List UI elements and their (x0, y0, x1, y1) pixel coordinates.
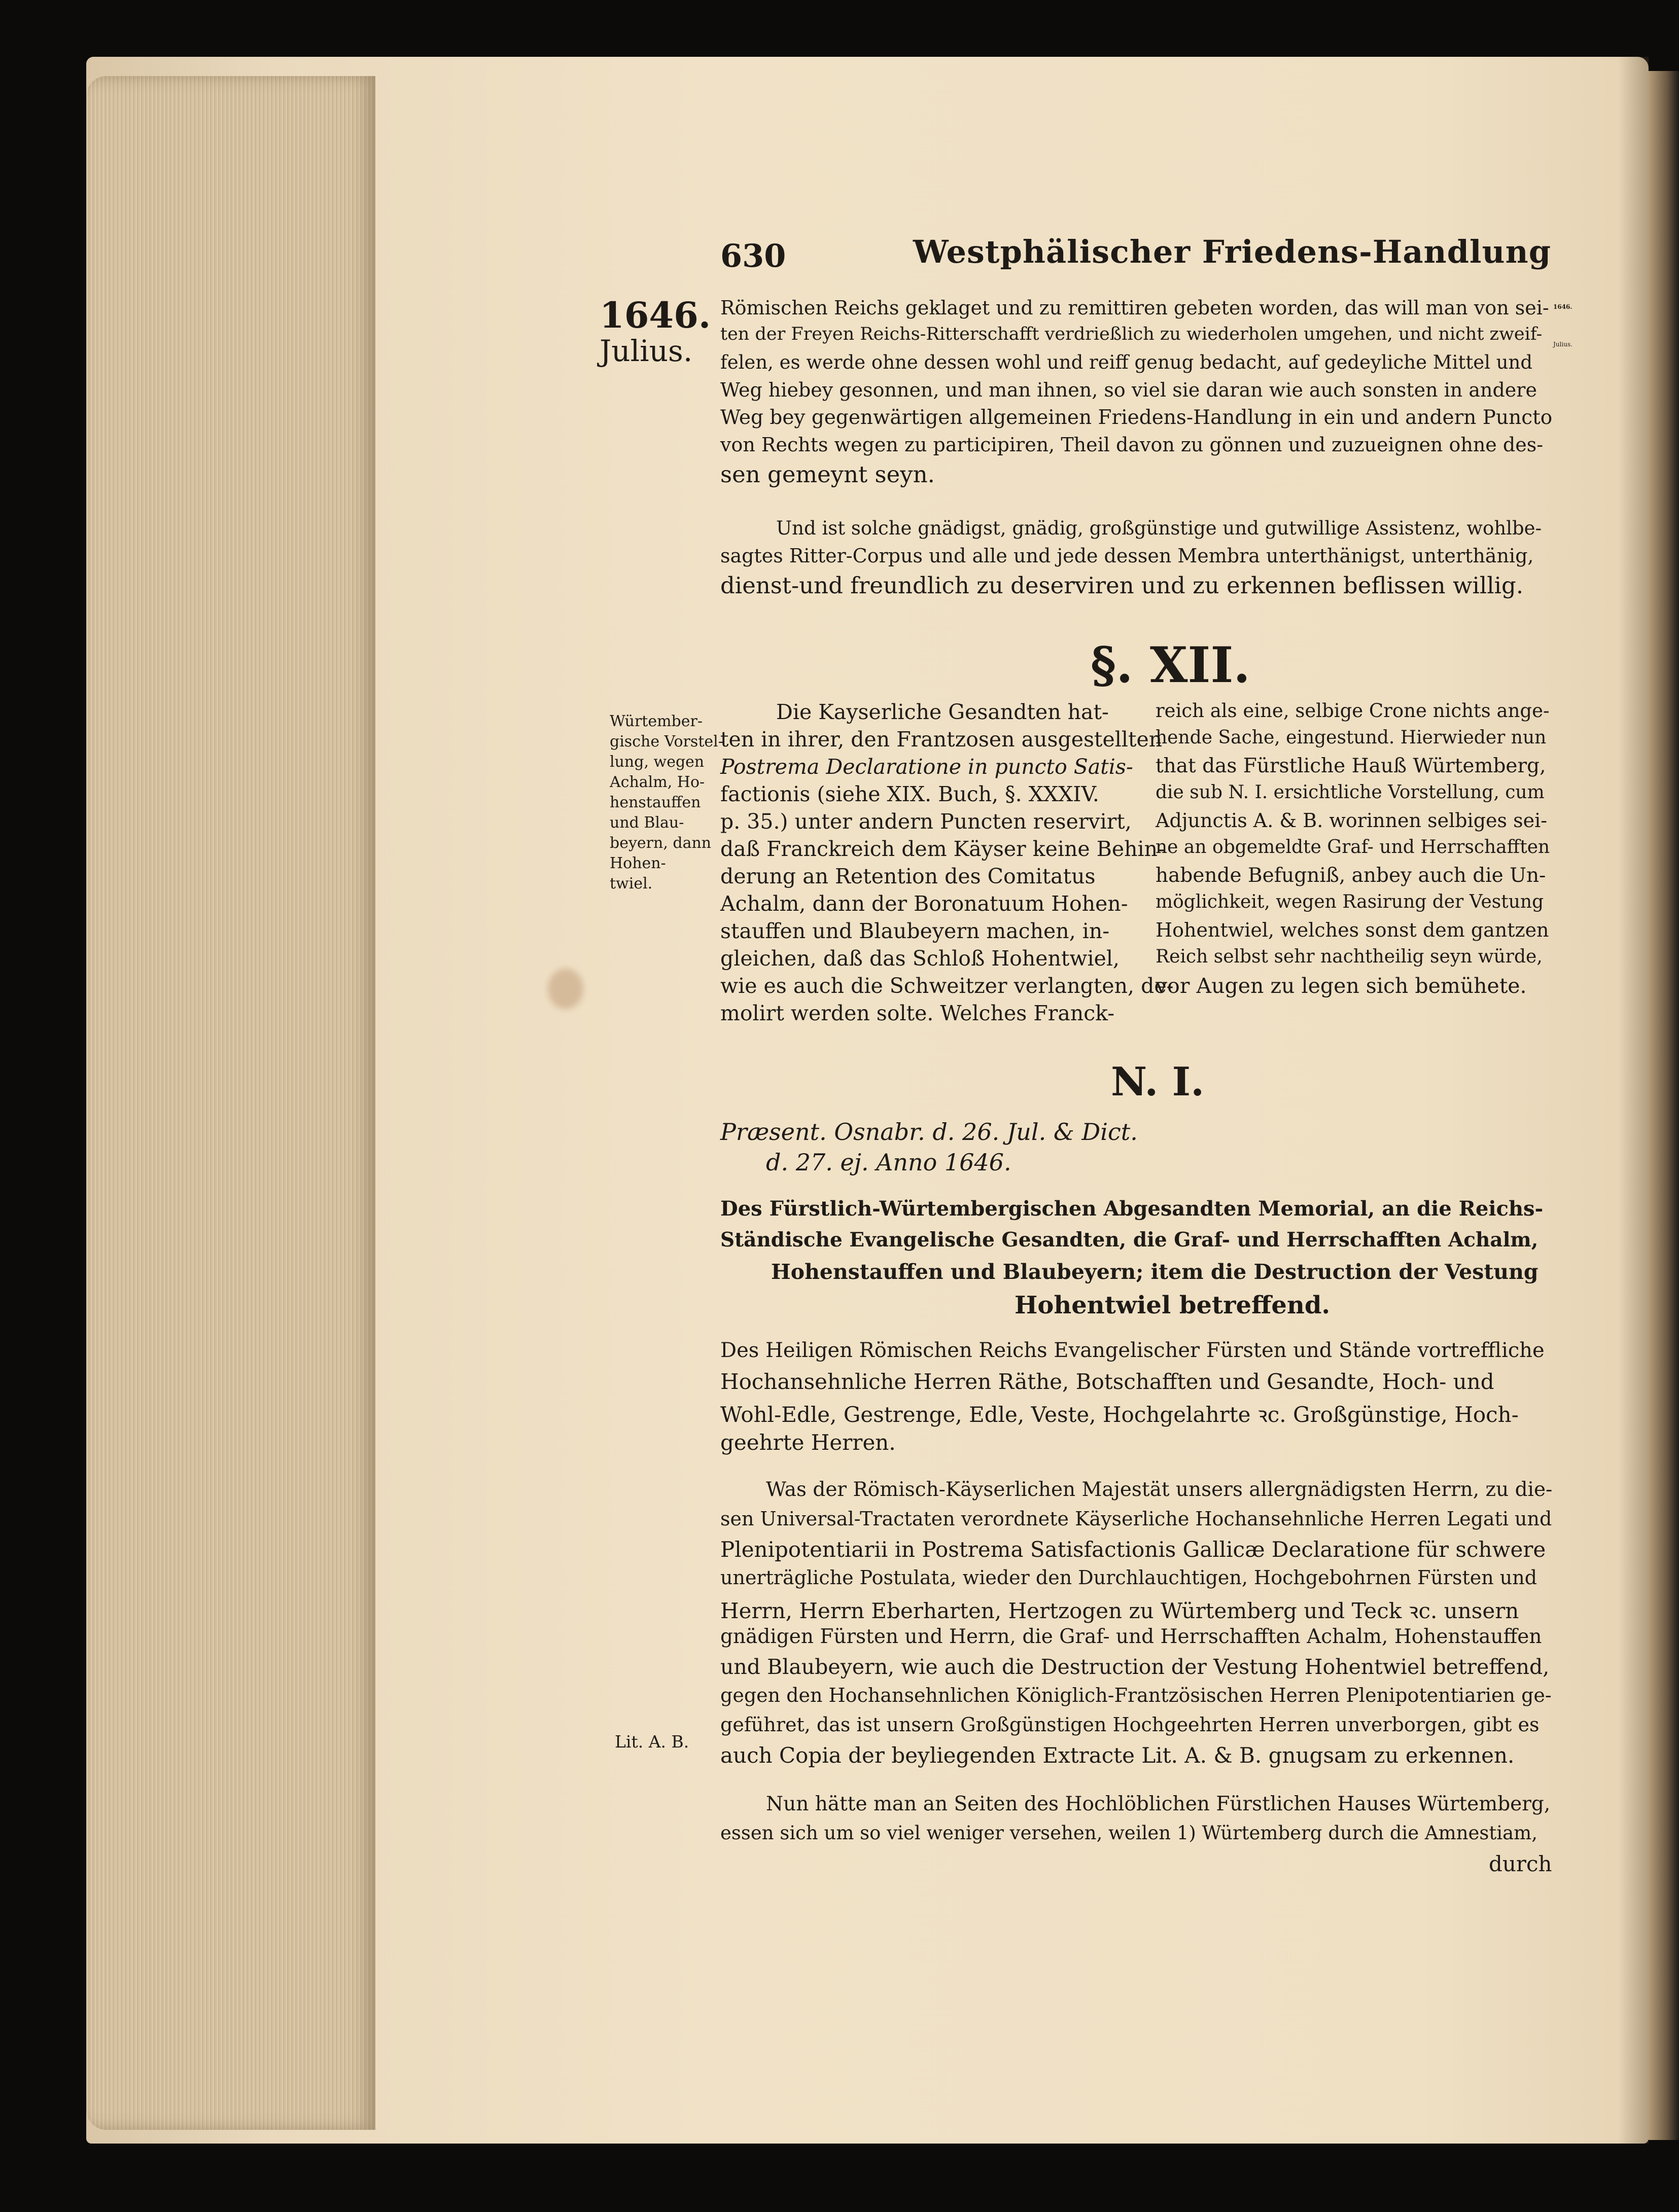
number-heading: N. I. (1111, 1059, 1205, 1105)
body1-line: Herrn, Herrn Eberharten, Hertzogen zu Würtemberg und Teck ꝛc. unsern (720, 1598, 1519, 1623)
binding-edge (1649, 71, 1679, 2140)
col-left-line: daß Franckreich dem Käyser keine Behin- (720, 837, 1165, 861)
col-right-line: habende Befugniß, anbey auch die Un- (1156, 864, 1546, 887)
sidenote-line: twiel. (610, 875, 653, 893)
salutation-line: Des Heiligen Römischen Reichs Evangelischer Fürsten und Stände vortreffliche (720, 1339, 1545, 1362)
dateline-line: d. 27. ej. Anno 1646. (766, 1149, 1011, 1176)
para1-line: Weg hiebey gesonnen, und man ihnen, so viel sie daran wie auch sonsten in andere (720, 379, 1537, 401)
margin-year-left: 1646. (600, 294, 711, 336)
para2-line: dienst-und freundlich zu deserviren und zu erkennen beflissen willig. (720, 572, 1524, 599)
sidenote-line: henstauffen (610, 794, 701, 811)
body1-line: unerträgliche Postulata, wieder den Durchlauchtigen, Hochgebohrnen Fürsten und (720, 1566, 1537, 1589)
doc-title-line: Hohenstauffen und Blaubeyern; item die Destruction der Vestung (771, 1260, 1538, 1284)
margin-year-right: 1646. (1553, 303, 1572, 310)
para1-line: Weg bey gegenwärtigen allgemeinen Friedens-Handlung in ein und andern Puncto (720, 406, 1553, 429)
col-right-line: Hohentwiel, welches sonst dem gantzen (1156, 919, 1549, 941)
sidenote-line: und Blau- (610, 814, 684, 832)
col-right-line: that das Fürstliche Hauß Würtemberg, (1156, 755, 1546, 777)
col-right-line: ne an obgemeldte Graf- und Herrschafften (1156, 837, 1550, 858)
para1-line: von Rechts wegen zu participiren, Theil davon zu gönnen und zuzueignen ohne des- (720, 434, 1544, 456)
sidenote-line: gische Vorstel- (610, 733, 723, 751)
para2-line: Und ist solche gnädigst, gnädig, großgünstige und gutwillige Assistenz, wohlbe- (776, 517, 1542, 539)
col-right-line: vor Augen zu legen sich bemühete. (1156, 974, 1527, 998)
para1-line: felen, es werde ohne dessen wohl und reiff genug bedacht, auf gedeyliche Mittel und (720, 351, 1533, 373)
para1-line: sen gemeynt seyn. (720, 461, 935, 488)
dateline-line: Præsent. Osnabr. d. 26. Jul. & Dict. (720, 1118, 1138, 1146)
col-right-line: reich als eine, selbige Crone nichts ange- (1156, 700, 1550, 722)
col-left-line: gleichen, daß das Schloß Hohentwiel, (720, 946, 1120, 971)
body1-line: gnädigen Fürsten und Herrn, die Graf- und Herrschafften Achalm, Hohenstauffen (720, 1625, 1542, 1648)
body1-line: und Blaubeyern, wie auch die Destruction der Vestung Hohentwiel betreffend, (720, 1655, 1550, 1679)
col-left-line: wie es auch die Schweitzer verlangten, de- (720, 974, 1174, 998)
body2-line: essen sich um so viel weniger versehen, weilen 1) Würtemberg durch die Amnestiam, (720, 1822, 1538, 1844)
catchword: durch (1489, 1851, 1552, 1876)
para2-line: sagtes Ritter-Corpus und alle und jede dessen Membra unterthänigst, unterthänig, (720, 545, 1534, 567)
doc-title-line: Ständische Evangelische Gesandten, die Graf- und Herrschafften Achalm, (720, 1228, 1538, 1252)
body2-line: Nun hätte man an Seiten des Hochlöblichen Fürstlichen Hauses Würtemberg, (766, 1793, 1551, 1815)
body1-line: geführet, das ist unsern Großgünstigen Hochgeehrten Herren unverborgen, gibt es (720, 1714, 1540, 1736)
col-right-line: Reich selbst sehr nachtheilig seyn würde, (1156, 946, 1543, 967)
sidenote-line: Achalm, Ho- (610, 773, 705, 791)
margin-month-left: Julius. (600, 334, 693, 368)
col-left-line: ten in ihrer, den Frantzosen ausgestellten (720, 727, 1163, 752)
margin-month-right: Julius. (1553, 341, 1572, 348)
gutter-shade (1618, 57, 1649, 2144)
doc-title-line: Des Fürstlich-Würtembergischen Abgesandten Memorial, an die Reichs- (720, 1197, 1544, 1221)
body1-line: auch Copia der beyliegenden Extracte Lit. A. & B. gnugsam zu erkennen. (720, 1743, 1515, 1768)
col-left-line: molirt werden solte. Welches Franck- (720, 1001, 1115, 1025)
col-left-line: Postrema Declaratione in puncto Satis- (720, 755, 1133, 779)
col-right-line: die sub N. I. ersichtliche Vorstellung, cum (1156, 782, 1545, 803)
page-edges (86, 76, 375, 2130)
col-right-line: Adjunctis A. & B. worinnen selbiges sei- (1156, 809, 1548, 832)
col-left-line: stauffen und Blaubeyern machen, in- (720, 919, 1110, 943)
col-left-line: derung an Retention des Comitatus (720, 864, 1096, 888)
body1-line: gegen den Hochansehnlichen Königlich-Frantzösischen Herren Plenipotentiarien ge- (720, 1684, 1552, 1706)
col-left-line: factionis (siehe XIX. Buch, §. XXXIV. (720, 782, 1099, 806)
body1-line: sen Universal-Tractaten verordnete Käyserliche Hochansehnliche Herren Legati und (720, 1508, 1552, 1530)
sidenote-line: Würtember- (610, 712, 703, 730)
running-title: Westphälischer Friedens-Handlung (913, 233, 1552, 270)
sidenote-line: lung, wegen (610, 753, 705, 771)
salutation-line: Hochansehnliche Herren Räthe, Botschafften und Gesandte, Hoch- und (720, 1369, 1494, 1394)
section-heading: §. XII. (1091, 636, 1250, 694)
para1-line: ten der Freyen Reichs-Ritterschafft verdrießlich zu wiederholen umgehen, und nicht zweif- (720, 324, 1543, 344)
col-left-line: Die Kayserliche Gesandten hat- (776, 700, 1109, 724)
col-left-line: p. 35.) unter andern Puncten reservirt, (720, 809, 1132, 834)
sidenote-line: beyern, dann (610, 834, 712, 852)
col-right-line: möglichkeit, wegen Rasirung der Vestung (1156, 891, 1544, 912)
col-right-line: hende Sache, eingestund. Hierwieder nun (1156, 727, 1547, 748)
sidenote-line: Hohen- (610, 854, 666, 872)
salutation-line: geehrte Herren. (720, 1430, 896, 1455)
salutation-line: Wohl-Edle, Gestrenge, Edle, Veste, Hochgelahrte ꝛc. Großgünstige, Hoch- (720, 1402, 1519, 1427)
page-number: 630 (720, 237, 786, 274)
paper-stain (548, 969, 583, 1009)
doc-title-line: Hohentwiel betreffend. (1015, 1291, 1331, 1319)
para1-line: Römischen Reichs geklaget und zu remittiren gebeten worden, das will man von sei- (720, 297, 1549, 319)
lit-sidenote: Lit. A. B. (615, 1732, 689, 1752)
body1-line: Plenipotentiarii in Postrema Satisfactionis Gallicæ Declaratione für schwere (720, 1537, 1546, 1562)
col-left-line: Achalm, dann der Boronatuum Hohen- (720, 891, 1128, 916)
body1-line: Was der Römisch-Käyserlichen Majestät unsers allergnädigsten Herrn, zu die- (766, 1478, 1553, 1501)
